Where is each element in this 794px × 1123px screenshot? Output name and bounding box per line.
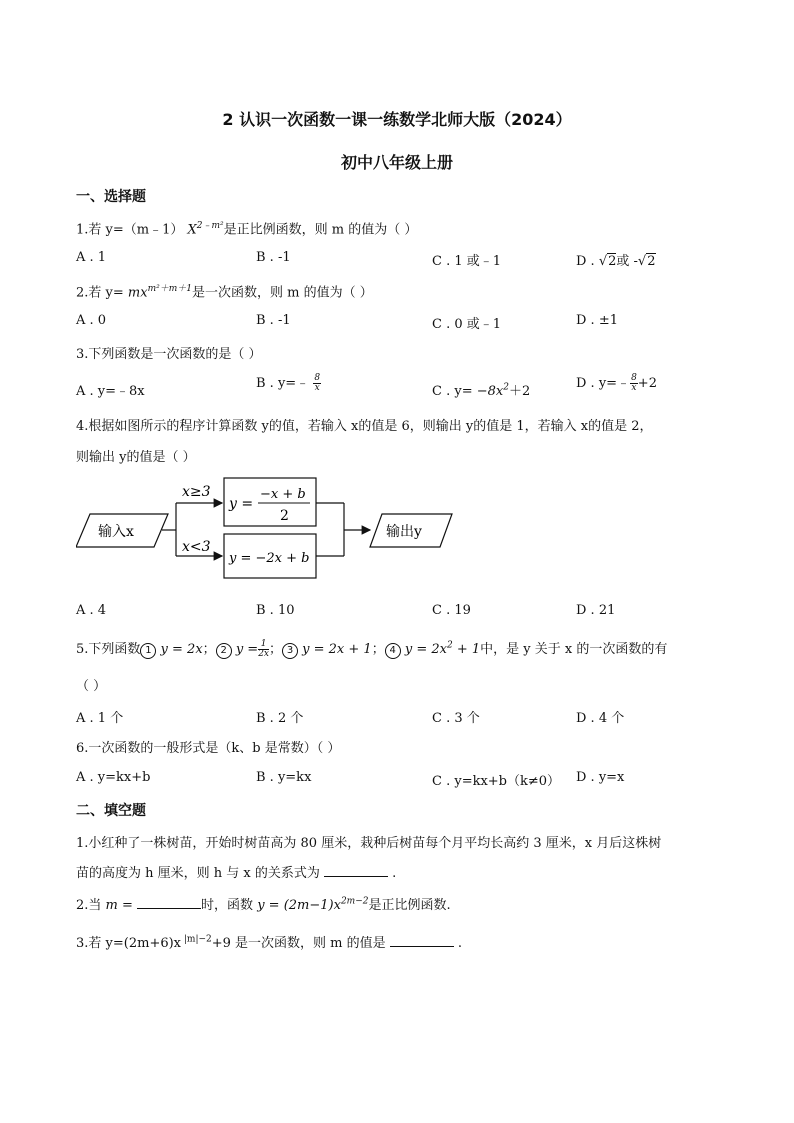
fill-2-answer-blank[interactable] — [137, 897, 201, 909]
program-flowchart — [76, 476, 456, 586]
formula-top-num: −x + b — [260, 487, 306, 502]
q6-option-a[interactable]: A . y=kx+b — [76, 770, 151, 785]
q5-option-d[interactable]: D . 4 个 — [576, 711, 625, 726]
circled-1: 1 — [140, 643, 156, 659]
q3-d-fraction — [630, 374, 638, 393]
fill-3-end: . — [457, 936, 463, 951]
fill-2-line — [76, 894, 451, 913]
fill-3-line — [76, 932, 462, 951]
q3-d-den: x — [631, 383, 637, 393]
q6-option-d[interactable]: D . y=x — [576, 770, 625, 785]
q5-f4-exp: 2 — [446, 640, 453, 651]
q2-option-a[interactable]: A . 0 — [76, 313, 107, 328]
q2-option-c[interactable]: C . 0 或﹣1 — [432, 317, 502, 332]
q6-option-b[interactable]: B . y=kx — [256, 770, 312, 785]
fill-1-line2 — [76, 862, 396, 881]
question-5-stem: 5.下列函数 1 y = 2x； 2 y = $\frac{1}{2x}$ ； 3 y = 2x + 1； 4 $y = 2x^2 + 1$中，是 y 关于 x 的一次函数的有 — [76, 639, 668, 659]
circled-4: 4 — [385, 643, 401, 659]
q1-d-rad2: 2 — [647, 254, 656, 269]
q1-option-c[interactable]: C . 1 或﹣1 — [432, 254, 502, 269]
q4-option-b[interactable]: B . 10 — [256, 603, 295, 618]
q1-option-d[interactable]: D . √2或 -√2 — [576, 254, 656, 269]
q2-stem-a: 2.若 y= — [76, 285, 124, 301]
formula-top-den: 2 — [280, 508, 289, 524]
q5-option-c[interactable]: C . 3 个 — [432, 711, 480, 726]
circled-3: 3 — [282, 643, 298, 659]
question-4-stem-line1: 4.根据如图所示的程序计算函数 y的值，若输入 x的值是 6，则输出 y的值是 1，若输入 x的值是 2， — [76, 419, 653, 434]
q3-c-exp: 2 — [503, 382, 509, 393]
fill-1-line1: 1.小红种了一株树苗，开始时树苗高为 80 厘米，栽种后树苗每个月平均长高约 3 厘米，x 月后这株树 — [76, 836, 662, 851]
q5-f2-fraction — [258, 640, 269, 659]
q1-stem-b: 是正比例函数，则 m 的值为（ ） — [223, 222, 418, 238]
q1-d-mid: 或 - — [616, 254, 638, 269]
q2-var: mx — [127, 285, 148, 301]
question-5-stem-line2: （ ） — [76, 679, 107, 694]
fill-2-expr: y = (2m−1)x — [257, 898, 341, 913]
fill-2-pre: 2.当 — [76, 898, 102, 913]
circled-2: 2 — [216, 643, 232, 659]
section-choice-heading: 一、选择题 — [76, 189, 146, 205]
document-title: 2 认识一次函数一课一练数学北师大版（2024） — [222, 110, 572, 129]
question-6-stem: 6.一次函数的一般形式是（k、b 是常数）（ ） — [76, 741, 341, 756]
q3-b-fraction — [313, 374, 321, 393]
flow-output-label: 输出y — [386, 524, 422, 540]
question-3-stem: 3.下列函数是一次函数的是（ ） — [76, 347, 262, 362]
question-1-stem — [76, 218, 417, 237]
q2-exp: m²＋m＋1 — [147, 284, 192, 294]
fill-1-end: . — [392, 866, 397, 881]
q1-option-a[interactable]: A . 1 — [76, 250, 107, 265]
q3-d-num: 8 — [631, 373, 637, 383]
fill-3-exp: |m|−2 — [181, 934, 212, 945]
q3-option-d[interactable] — [576, 372, 657, 393]
q5-f3: y = 2x + 1 — [302, 642, 372, 657]
q2-stem-b: 是一次函数，则 m 的值为（ ） — [192, 285, 373, 301]
q3-c-pre: C . y= — [432, 384, 473, 399]
q5-f2-den: 2x — [258, 649, 269, 659]
q3-b-pre: B . y=﹣ — [256, 376, 310, 391]
q4-option-d[interactable]: D . 21 — [576, 603, 616, 618]
q4-option-a[interactable]: A . 4 — [76, 603, 107, 618]
fill-3-post: +9 是一次函数，则 m 的值是 — [211, 936, 386, 951]
fill-2-exp: 2m−2 — [340, 896, 369, 907]
fill-2-post: 是正比例函数. — [368, 898, 451, 913]
q5-option-b[interactable]: B . 2 个 — [256, 711, 304, 726]
condition-top: x≥3 — [182, 484, 211, 500]
q1-exp: 2﹣m² — [196, 221, 224, 231]
q1-d-pre: D . — [576, 254, 595, 269]
q2-option-b[interactable]: B . -1 — [256, 313, 291, 328]
q3-c-expr: −8x — [476, 384, 504, 399]
q5-option-a[interactable]: A . 1 个 — [76, 711, 124, 726]
q3-b-den: x — [314, 383, 320, 393]
q5-f2-num: 1 — [258, 640, 269, 650]
condition-bottom: x<3 — [182, 539, 211, 555]
q5-f2-pre: y = — [235, 642, 259, 657]
q3-option-b[interactable] — [256, 372, 321, 393]
fill-1-text: 苗的高度为 h 厘米，则 h 与 x 的关系式为 — [76, 866, 320, 881]
flow-input-label: 输入x — [98, 524, 134, 540]
q3-d-post: +2 — [637, 376, 657, 391]
q5-f1: y = 2x — [160, 642, 203, 657]
q5-f4-post: + 1 — [452, 642, 481, 657]
q1-stem-a: 1.若 y=（m﹣1） — [76, 222, 184, 238]
q5-pre: 5.下列函数 — [76, 642, 141, 657]
fill-2-mid: 时，函数 — [201, 898, 254, 913]
q3-option-c[interactable] — [432, 380, 530, 399]
q3-c-post: ＋2 — [508, 384, 531, 399]
q6-option-c[interactable]: C . y=kx+b（k≠0） — [432, 774, 561, 789]
fill-2-var: m = — [105, 898, 133, 913]
q3-d-pre: D . y=﹣ — [576, 376, 631, 391]
q3-option-a[interactable]: A . y=﹣8x — [76, 384, 145, 399]
section-fill-heading: 二、填空题 — [76, 803, 146, 819]
q4-option-c[interactable]: C . 19 — [432, 603, 471, 618]
q5-post: 中，是 y 关于 x 的一次函数的有 — [480, 642, 668, 657]
q3-b-num: 8 — [314, 373, 321, 383]
fill-1-answer-blank[interactable] — [324, 865, 388, 877]
question-4-stem-line2: 则输出 y的值是（ ） — [76, 450, 196, 465]
q1-var: X — [187, 222, 197, 238]
q5-f4-pre: y = 2x — [404, 642, 447, 657]
formula-bottom: y = −2x + b — [229, 551, 310, 566]
q1-d-rad1: 2 — [608, 254, 617, 269]
document-subtitle: 初中八年级上册 — [340, 153, 453, 172]
q1-option-b[interactable]: B . -1 — [256, 250, 291, 265]
formula-top-lhs: y = — [229, 496, 254, 512]
question-2-stem — [76, 281, 373, 300]
fill-3-answer-blank[interactable] — [390, 935, 454, 947]
q2-option-d[interactable]: D . ±1 — [576, 313, 618, 328]
fill-3-pre: 3.若 y=(2m+6)x — [76, 936, 182, 951]
